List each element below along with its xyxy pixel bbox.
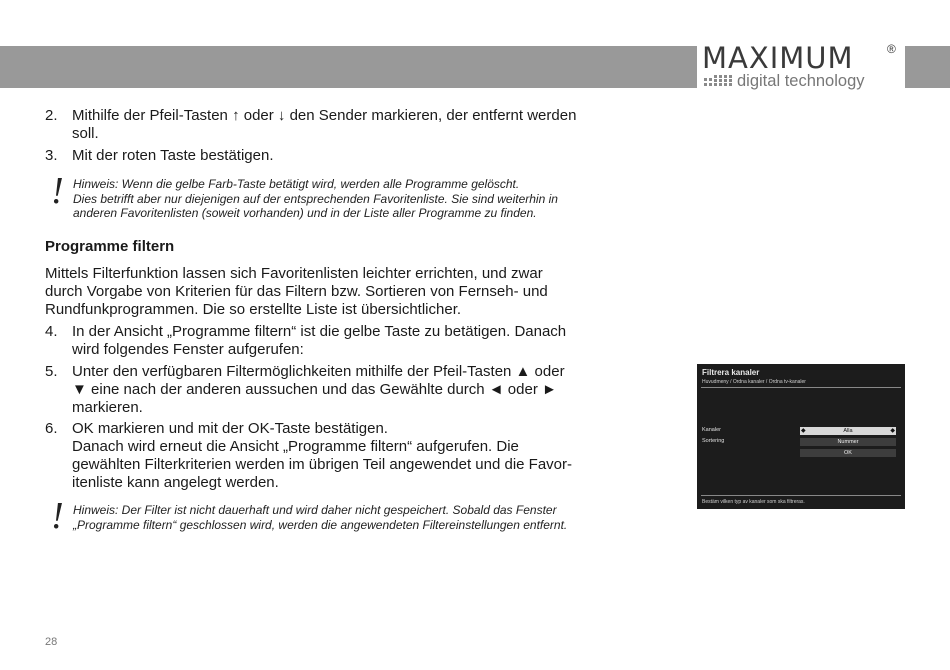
logo-dots-icon [704, 75, 735, 87]
tv-option-value: Alla [843, 428, 853, 434]
tv-ok-button [800, 449, 896, 457]
step-number: 5. [45, 363, 58, 380]
tv-option-value: Nummer [837, 439, 859, 445]
step-text: markieren. [72, 399, 143, 416]
step-text: wird folgendes Fenster aufgerufen: [72, 341, 304, 358]
left-arrow-icon: ◆ [801, 428, 806, 434]
paragraph-text: durch Vorgabe von Kriterien für das Filtern bzw. Sortieren von Fernseh- und [45, 283, 548, 300]
paragraph-text: Rundfunkprogrammen. Die so erstellte Liste ist übersichtlicher. [45, 301, 462, 318]
tv-menu-screenshot [697, 364, 905, 509]
tv-option-sortering [800, 438, 896, 446]
step-text: Mithilfe der Pfeil-Tasten ↑ oder ↓ den Sender markieren, der entfernt werden [72, 107, 577, 124]
section-heading: Programme filtern [45, 238, 175, 255]
tv-breadcrumb: Huvudmeny / Ordna kanaler / Ordna tv-kanaler [702, 379, 806, 385]
right-arrow-icon: ◆ [890, 428, 895, 434]
tv-option-kanaler [800, 427, 896, 435]
step-number: 2. [45, 107, 58, 124]
brand-name: MAXIMUM [702, 41, 854, 75]
step-text: Danach wird erneut die Ansicht „Programme filtern“ aufgerufen. Die [72, 438, 519, 455]
page-number: 28 [45, 636, 58, 648]
note-text: anderen Favoritenlisten (soweit vorhanden) und in der Liste aller Programme zu finden. [73, 206, 537, 220]
divider [701, 387, 901, 388]
step-text: ▼ eine nach der anderen aussuchen und das Gewählte durch ◄ oder ► [72, 381, 557, 398]
paragraph-line [45, 265, 543, 283]
divider [701, 495, 901, 496]
paragraph-text: Mittels Filterfunktion lassen sich Favoritenlisten leichter errichten, und zwar [45, 265, 543, 282]
step-number: 4. [45, 323, 58, 340]
note-text: „Programme filtern“ geschlossen wird, werden die angewendeten Filtereinstellungen entfernt. [73, 517, 568, 532]
note-text: Hinweis: Der Filter ist nicht dauerhaft und wird daher nicht gespeichert. Sobald das Fenster [73, 503, 557, 517]
note-text: Dies betrifft aber nur diejenigen auf der entsprechenden Favoritenliste. Sie sind weiterhin in [73, 191, 558, 206]
exclamation-icon: ! [51, 170, 64, 212]
step-text: Unter den verfügbaren Filtermöglichkeiten mithilfe der Pfeil-Tasten ▲ oder [72, 363, 565, 380]
note-text: Hinweis: Wenn die gelbe Farb-Taste betätigt wird, werden alle Programme gelöscht. [73, 177, 520, 191]
tv-hint-text: Bestäm vilken typ av kanaler som ska filtreras. [702, 499, 805, 505]
step-text: In der Ansicht „Programme filtern“ ist die gelbe Taste zu betätigen. Danach [72, 323, 567, 340]
tv-menu-title: Filtrera kanaler [702, 368, 760, 377]
step-text: soll. [72, 125, 99, 142]
header-band-right [905, 46, 950, 88]
exclamation-icon: ! [51, 495, 64, 537]
registered-mark: ® [887, 42, 896, 56]
header-band-left [0, 46, 697, 88]
tv-label-kanaler: Kanaler [702, 427, 721, 433]
step-text: OK markieren und mit der OK-Taste bestätigen. [72, 420, 388, 437]
paragraph-line [45, 283, 548, 301]
step-text: gewählten Filterkriterien werden im übrigen Teil angewendet und die Favor- [72, 456, 572, 473]
tv-ok-label: OK [844, 450, 852, 456]
brand-logo [702, 40, 902, 92]
tv-label-sortering: Sortering [702, 438, 725, 444]
step-number: 6. [45, 420, 58, 437]
step-text: itenliste kann angelegt werden. [72, 474, 279, 491]
paragraph-line [45, 301, 461, 319]
step-text: Mit der roten Taste bestätigen. [72, 147, 274, 164]
step-number: 3. [45, 147, 58, 164]
brand-tagline: digital technology [737, 72, 865, 90]
